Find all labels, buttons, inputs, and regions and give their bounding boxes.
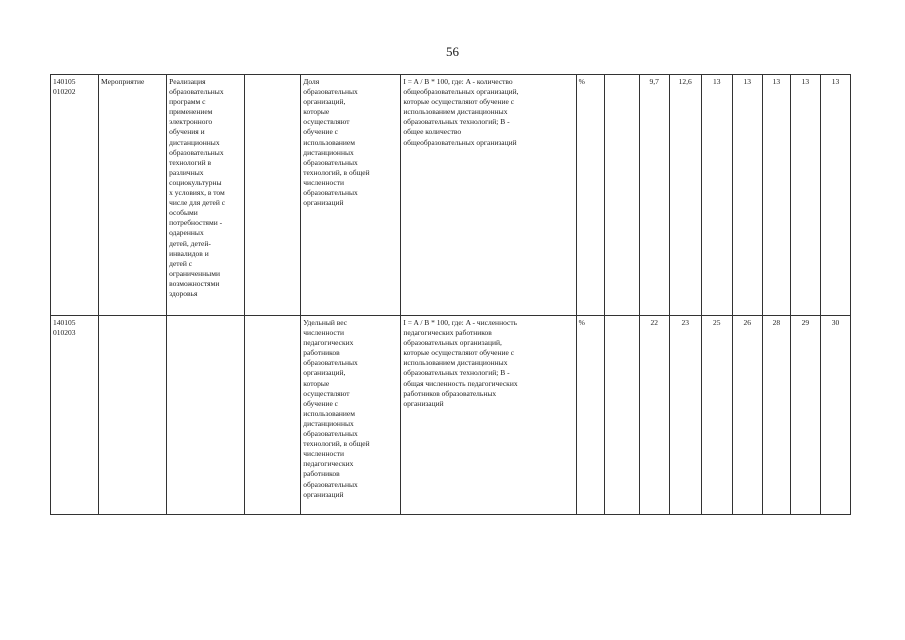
table-row: [51, 75, 851, 316]
row-code: 140105 010203: [51, 316, 99, 515]
row-empty-cell: [245, 316, 301, 515]
row-base-value: [604, 75, 639, 316]
row-name: Реализация образовательных программ с применением электронного обучения и дистанционных образовательных технологий в различных социокультурны х условиях, в том числе для детей с особыми потребностями - одаренных детей, детей- инвалидов и детей с ограниченными возможностями здоровья: [167, 75, 245, 316]
row-empty-cell: [245, 75, 301, 316]
row-value: 26: [732, 316, 762, 515]
row-value: 23: [669, 316, 701, 515]
row-code: 140105 010202: [51, 75, 99, 316]
row-value: 28: [762, 316, 790, 515]
row-value: 12,6: [669, 75, 701, 316]
indicators-table: [50, 74, 851, 515]
row-indicator: Удельный вес численности педагогических работников образовательных организаций, которые осуществляют обучение с использованием дистанционных образовательных технологий, в общей численности педагогических работников образовательных организаций: [301, 316, 401, 515]
row-formula: I = A / B * 100, где: A - количество общеобразовательных организаций, которые осуществляют обучение с использованием дистанционных образовательных технологий; B - общее количество общеобразовательных организаций: [401, 75, 576, 316]
row-type: Мероприятие: [99, 75, 167, 316]
row-unit: %: [576, 75, 604, 316]
page-number: 56: [446, 44, 459, 59]
row-name: [167, 316, 245, 515]
row-value: 13: [820, 75, 850, 316]
table-row: [51, 316, 851, 515]
row-value: 9,7: [639, 75, 669, 316]
row-unit: %: [576, 316, 604, 515]
row-base-value: [604, 316, 639, 515]
row-value: 13: [732, 75, 762, 316]
row-value: 25: [701, 316, 732, 515]
row-value: 22: [639, 316, 669, 515]
row-value: 13: [701, 75, 732, 316]
row-type: [99, 316, 167, 515]
row-value: 29: [790, 316, 820, 515]
row-value: 13: [762, 75, 790, 316]
row-value: 13: [790, 75, 820, 316]
row-value: 30: [820, 316, 850, 515]
row-indicator: Доля образовательных организаций, которые осуществляют обучение с использованием дистанционных образовательных технологий, в общей численности образовательных организаций: [301, 75, 401, 316]
row-formula: I = A / B * 100, где: A - численность педагогических работников образовательных организаций, которые осуществляют обучение с использованием дистанционных образовательных технологий; B - общая численность педагогических работников образовательных организаций: [401, 316, 576, 515]
